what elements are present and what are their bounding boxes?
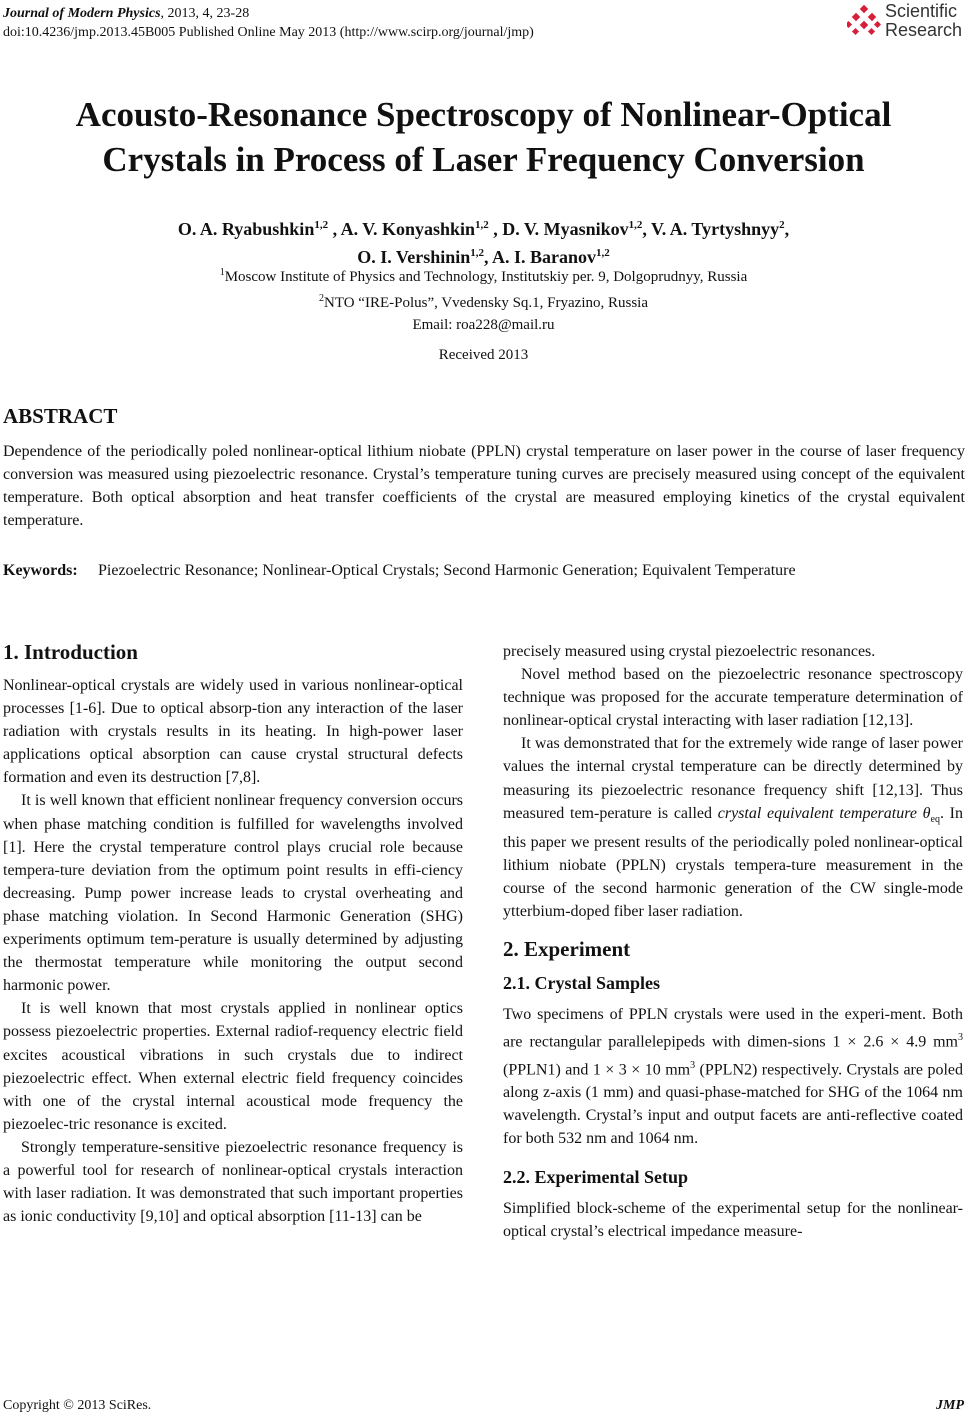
abstract-heading: ABSTRACT <box>3 404 118 428</box>
author-name: , D. V. Myasnikov <box>488 219 629 239</box>
text-run: (PPLN2) respectively. Crystals are poled along z-axis (1 mm) and quasi-phase-matched for SHG of the 1064 nm wavelength. Crystal’s input and output facets are anti-reflective coated for both 532 nm and 1064 nm. <box>503 1061 963 1148</box>
publisher-logo <box>847 2 965 44</box>
superscript: 3 <box>690 1059 696 1071</box>
author-name: O. I. Vershinin <box>357 247 471 267</box>
author-affil-sup: 1,2 <box>596 247 610 259</box>
author-affil-sup: 1,2 <box>628 219 643 231</box>
superscript: 3 <box>958 1032 963 1044</box>
author-name: , V. A. Tyrtyshnyy <box>642 219 780 239</box>
emphasis-term: crystal equivalent temperature θ <box>717 804 931 822</box>
affiliation-text: Moscow Institute of Physics and Technology, Institutskiy per. 9, Dolgoprudnyy, Russia <box>224 269 748 285</box>
doi-line: doi:10.4236/jmp.2013.45B005 Published Online May 2013 (http://www.scirp.org/journal/jmp) <box>3 25 534 40</box>
author-line-1 <box>0 213 967 241</box>
abstract-text: Dependence of the periodically poled nonlinear-optical lithium niobate (PPLN) crystal temperature on laser power in the course of laser frequency conversion was measured using piezoelectric resonance. Crystal’s temperature tuning curves are precisely measured using concept of the equivalent temperature. Both optical absorption and heat transfer coefficients of the crystal are measured employing kinetics of the crystal equivalent temperature. <box>3 443 965 529</box>
title-line-1: Acousto-Resonance Spectroscopy of Nonlinear-Optical <box>75 95 892 134</box>
journal-abbreviation: JMP <box>936 1398 964 1413</box>
affiliation-text: NTO “IRE-Polus”, Vvedensky Sq.1, Fryazino, Russia <box>323 295 648 311</box>
author-name: , A. I. Baranov <box>484 247 597 267</box>
page-footer <box>3 1398 964 1414</box>
logo-text <box>885 2 962 40</box>
journal-name: Journal of Modern Physics <box>3 6 161 21</box>
affiliation-2 <box>0 288 967 314</box>
paragraph: Strongly temperature-sensitive piezoelectric resonance frequency is a powerful tool for research of nonlinear-optical crystals interaction with laser radiation. It was demonstrated that such important properties as ionic conductivity [9,10] and optical absorption [11-13] can be <box>3 1138 463 1226</box>
left-column <box>3 638 463 1228</box>
logo-text-line2: Research <box>885 20 963 40</box>
subscript: eq <box>930 813 940 825</box>
affiliation-sup: 1 <box>219 267 225 278</box>
right-column <box>503 640 963 1243</box>
author-name: O. A. Ryabushkin <box>177 219 315 239</box>
affiliation-1 <box>0 262 967 288</box>
author-affil-sup: 2 <box>779 219 785 231</box>
affiliations <box>0 262 967 336</box>
subsection-heading-experimental-setup: 2.2. Experimental Setup <box>503 1166 689 1187</box>
keywords-text: Piezoelectric Resonance; Nonlinear-Optical Crystals; Second Harmonic Generation; Equivalent Temperature <box>98 562 796 579</box>
keywords <box>3 559 965 582</box>
paragraph <box>503 1003 963 1150</box>
title-line-2: Crystals in Process of Laser Frequency Conversion <box>102 140 865 179</box>
section-heading-introduction: 1. Introduction <box>3 640 138 664</box>
paragraph: Novel method based on the piezoelectric resonance spectroscopy technique was proposed for the accurate temperature determination of nonlinear-optical crystal interacting with laser radiation [12,13]. <box>503 666 963 730</box>
text-run: It was demonstrated that for the extremely wide range of laser power values the internal crystal temperature can be directly determined by measuring its piezoelectric resonance frequency shift [12,13]. Thus measured tem-perature is called <box>503 735 963 822</box>
logo-mark-icon <box>847 5 881 39</box>
email: Email: roa228@mail.ru <box>412 317 555 333</box>
paper-title <box>0 92 967 182</box>
text-run: (PPLN1) and 1 × 3 × 10 mm <box>503 1061 691 1079</box>
author-affil-sup: 1,2 <box>314 219 329 231</box>
affiliation-sup: 2 <box>318 293 324 304</box>
paragraph: Nonlinear-optical crystals are widely used in various nonlinear-optical processes [1-6]. Due to optical absorp-tion any interaction of the laser radiation with crystals results in its heating. In high-power laser applications optical absorption can cause crystal structural defects formation and even its destruction [7,8]. <box>3 677 463 787</box>
logo-text-line1: Scientific <box>885 1 958 21</box>
author-list <box>0 213 967 269</box>
running-header <box>3 4 534 42</box>
section-heading-experiment: 2. Experiment <box>503 937 631 962</box>
journal-citation <box>3 4 534 23</box>
author-affil-sup: 1,2 <box>470 247 484 259</box>
paragraph <box>503 732 963 923</box>
copyright: Copyright © 2013 SciRes. <box>3 1398 152 1413</box>
paragraph: It is well known that efficient nonlinear frequency conversion occurs when phase matching condition is fulfilled for wavelengths involved [1]. Here the crystal temperature control plays crucial role because tempera-ture deviation from the optimum point results in effi-ciency decreasing. Pump power increase leads to crystal overheating and phase matching violation. In Second Harmonic Generation (SHG) experiments optimum tem-perature is usually determined by adjusting the thermostat temperature while monitoring the output second harmonic power. <box>3 792 463 995</box>
text-run: Two specimens of PPLN crystals were used in the experi-ment. Both are rectangular parallelepipeds with dimen-sions 1 × 2.6 × 4.9 mm <box>503 1006 963 1051</box>
keywords-label: Keywords: <box>3 562 78 579</box>
author-affil-sup: 1,2 <box>475 219 489 231</box>
paragraph: It is well known that most crystals applied in nonlinear optics possess piezoelectric properties. External radiof-requency electric field excites acoustical vibrations in such crystals due to indirect piezoelectric effect. When external electric field frequency coincides with one of the crystal internal acoustical mode frequency the piezoelec-tric resonance is excited. <box>3 1000 463 1133</box>
received-date: Received 2013 <box>438 347 529 363</box>
paragraph: precisely measured using crystal piezoelectric resonances. <box>503 643 876 660</box>
paragraph: Simplified block-scheme of the experimental setup for the nonlinear-optical crystal’s electrical impedance measure- <box>503 1199 963 1240</box>
journal-volume: , 2013, 4, 23-28 <box>160 6 250 21</box>
author-separator: , <box>784 219 790 239</box>
text-run: . In this paper we present results of the periodically poled nonlinear-optical lithium niobate (PPLN) crystals tempera-ture measurement in the course of the second harmonic generation of the CW single-mode ytterbium-doped fiber laser radiation. <box>503 804 964 921</box>
author-name: , A. V. Konyashkin <box>328 219 475 239</box>
subsection-heading-crystal-samples: 2.1. Crystal Samples <box>503 973 660 994</box>
